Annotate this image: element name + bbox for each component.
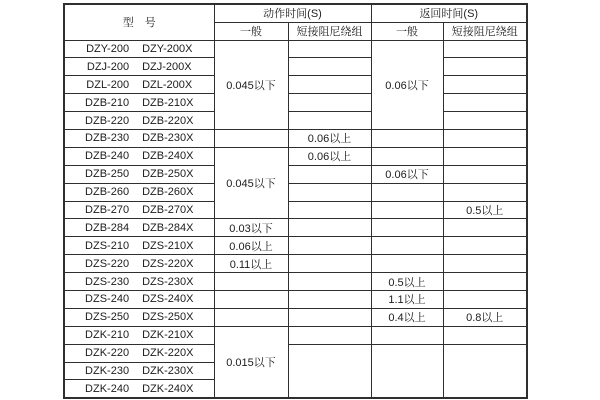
value-cell <box>371 344 443 398</box>
value-cell: 0.06以下 <box>371 165 443 183</box>
model-cell <box>64 201 214 219</box>
model-a: DZB-270 <box>85 203 130 216</box>
value-cell: 0.5以上 <box>443 201 527 219</box>
table-row <box>64 76 527 94</box>
value-cell <box>443 183 527 201</box>
model-cell <box>64 183 214 201</box>
model-cell <box>64 326 214 344</box>
model-b: DZY-200X <box>142 42 193 55</box>
model-b: DZK-230X <box>142 364 194 377</box>
value-cell: 0.4以上 <box>371 308 443 326</box>
table-row <box>64 344 527 362</box>
value-cell <box>371 255 443 273</box>
model-cell <box>64 76 214 94</box>
table-row <box>64 94 527 112</box>
table-header <box>64 4 527 40</box>
value-cell <box>371 129 443 147</box>
model-b: DZK-240X <box>142 382 194 395</box>
model-b: DZS-210X <box>142 239 194 252</box>
model-a: DZB-250 <box>85 168 130 181</box>
model-a: DZK-230 <box>85 364 130 377</box>
model-cell <box>64 362 214 380</box>
table-row <box>64 112 527 130</box>
model-a: DZB-284 <box>85 221 130 234</box>
model-cell <box>64 40 214 58</box>
value-cell <box>288 290 371 308</box>
model-a: DZJ-200 <box>86 60 130 73</box>
value-cell <box>288 237 371 255</box>
table-row <box>64 255 527 273</box>
model-b: DZB-240X <box>142 150 194 163</box>
value-cell <box>443 147 527 165</box>
value-cell <box>371 201 443 219</box>
header-model: 型 号 <box>64 4 214 40</box>
model-cell <box>64 219 214 237</box>
value-cell <box>443 290 527 308</box>
value-cell <box>443 219 527 237</box>
value-cell <box>214 290 288 308</box>
value-cell <box>288 94 371 112</box>
value-cell <box>214 308 288 326</box>
model-cell <box>64 255 214 273</box>
header-action-general: 一般 <box>214 22 288 40</box>
header-return-damping: 短接阻尼绕组 <box>443 22 527 40</box>
table-row <box>64 183 527 201</box>
value-cell <box>214 129 288 147</box>
table-row <box>64 326 527 344</box>
header-action-time: 动作时间(S) <box>214 4 371 22</box>
model-b: DZS-250X <box>142 311 194 324</box>
table-row <box>64 165 527 183</box>
model-a: DZK-220 <box>85 347 130 360</box>
value-cell: 0.06以下 <box>371 40 443 129</box>
model-b: DZB-210X <box>142 96 194 109</box>
model-cell <box>64 112 214 130</box>
model-b: DZB-284X <box>142 221 194 234</box>
model-a: DZK-210 <box>85 329 130 342</box>
model-a: DZY-200 <box>86 42 130 55</box>
value-cell: 0.06以上 <box>288 147 371 165</box>
model-a: DZK-240 <box>85 382 130 395</box>
table-row <box>64 147 527 165</box>
model-a: DZB-260 <box>85 186 130 199</box>
model-cell <box>64 58 214 76</box>
table-row <box>64 219 527 237</box>
header-return-time: 返回时间(S) <box>371 4 527 22</box>
model-cell <box>64 273 214 291</box>
value-cell <box>288 326 371 344</box>
table-row <box>64 58 527 76</box>
value-cell <box>443 344 527 398</box>
model-cell <box>64 344 214 362</box>
value-cell <box>288 219 371 237</box>
model-a: DZB-240 <box>85 150 130 163</box>
value-cell: 0.045以下 <box>214 147 288 219</box>
value-cell: 1.1以上 <box>371 290 443 308</box>
model-b: DZL-200X <box>142 78 193 91</box>
value-cell: 0.03以下 <box>214 219 288 237</box>
table-row <box>64 40 527 58</box>
value-cell <box>214 273 288 291</box>
model-b: DZK-220X <box>142 347 194 360</box>
model-b: DZK-210X <box>142 329 194 342</box>
model-b: DZJ-200X <box>142 60 192 73</box>
model-a: DZB-210 <box>85 96 130 109</box>
value-cell <box>288 255 371 273</box>
value-cell <box>288 273 371 291</box>
value-cell <box>443 165 527 183</box>
model-a: DZS-210 <box>85 239 130 252</box>
table-row <box>64 273 527 291</box>
value-cell <box>288 40 371 58</box>
value-cell <box>288 165 371 183</box>
value-cell <box>443 129 527 147</box>
model-b: DZB-230X <box>142 132 194 145</box>
model-b: DZB-250X <box>142 168 194 181</box>
model-b: DZB-270X <box>142 203 194 216</box>
value-cell <box>443 112 527 130</box>
model-cell <box>64 94 214 112</box>
model-a: DZL-200 <box>86 78 130 91</box>
value-cell <box>371 237 443 255</box>
relay-spec-table <box>63 3 528 399</box>
value-cell <box>288 76 371 94</box>
model-a: DZB-220 <box>85 114 130 127</box>
value-cell <box>288 183 371 201</box>
table-row <box>64 129 527 147</box>
model-b: DZB-220X <box>142 114 194 127</box>
table-body <box>64 40 527 398</box>
value-cell <box>443 273 527 291</box>
header-return-general: 一般 <box>371 22 443 40</box>
header-action-damping: 短接阻尼绕组 <box>288 22 371 40</box>
model-cell <box>64 308 214 326</box>
model-b: DZS-240X <box>142 293 194 306</box>
model-cell <box>64 165 214 183</box>
model-b: DZS-230X <box>142 275 194 288</box>
model-cell <box>64 290 214 308</box>
value-cell <box>371 147 443 165</box>
header-row-groups <box>64 4 527 22</box>
value-cell <box>443 237 527 255</box>
model-b: DZB-260X <box>142 186 194 199</box>
model-a: DZS-220 <box>85 257 130 270</box>
value-cell <box>443 58 527 76</box>
value-cell <box>288 308 371 326</box>
value-cell: 0.06以上 <box>288 129 371 147</box>
value-cell: 0.06以上 <box>214 237 288 255</box>
value-cell <box>371 183 443 201</box>
value-cell <box>443 94 527 112</box>
value-cell <box>443 76 527 94</box>
value-cell: 0.5以上 <box>371 273 443 291</box>
value-cell <box>443 40 527 58</box>
model-cell <box>64 147 214 165</box>
table-row <box>64 308 527 326</box>
model-a: DZB-230 <box>85 132 130 145</box>
table-row <box>64 237 527 255</box>
value-cell <box>443 326 527 344</box>
model-b: DZS-220X <box>142 257 194 270</box>
value-cell <box>371 219 443 237</box>
table-row <box>64 201 527 219</box>
model-cell <box>64 237 214 255</box>
value-cell <box>288 201 371 219</box>
value-cell <box>443 255 527 273</box>
model-a: DZS-230 <box>85 275 130 288</box>
value-cell: 0.045以下 <box>214 40 288 129</box>
model-a: DZS-250 <box>85 311 130 324</box>
value-cell <box>371 326 443 344</box>
model-a: DZS-240 <box>85 293 130 306</box>
value-cell <box>288 58 371 76</box>
value-cell: 0.8以上 <box>443 308 527 326</box>
value-cell <box>288 112 371 130</box>
table-row <box>64 290 527 308</box>
value-cell: 0.11以上 <box>214 255 288 273</box>
model-cell <box>64 129 214 147</box>
model-cell <box>64 380 214 398</box>
value-cell <box>288 344 371 398</box>
value-cell: 0.015以下 <box>214 326 288 398</box>
